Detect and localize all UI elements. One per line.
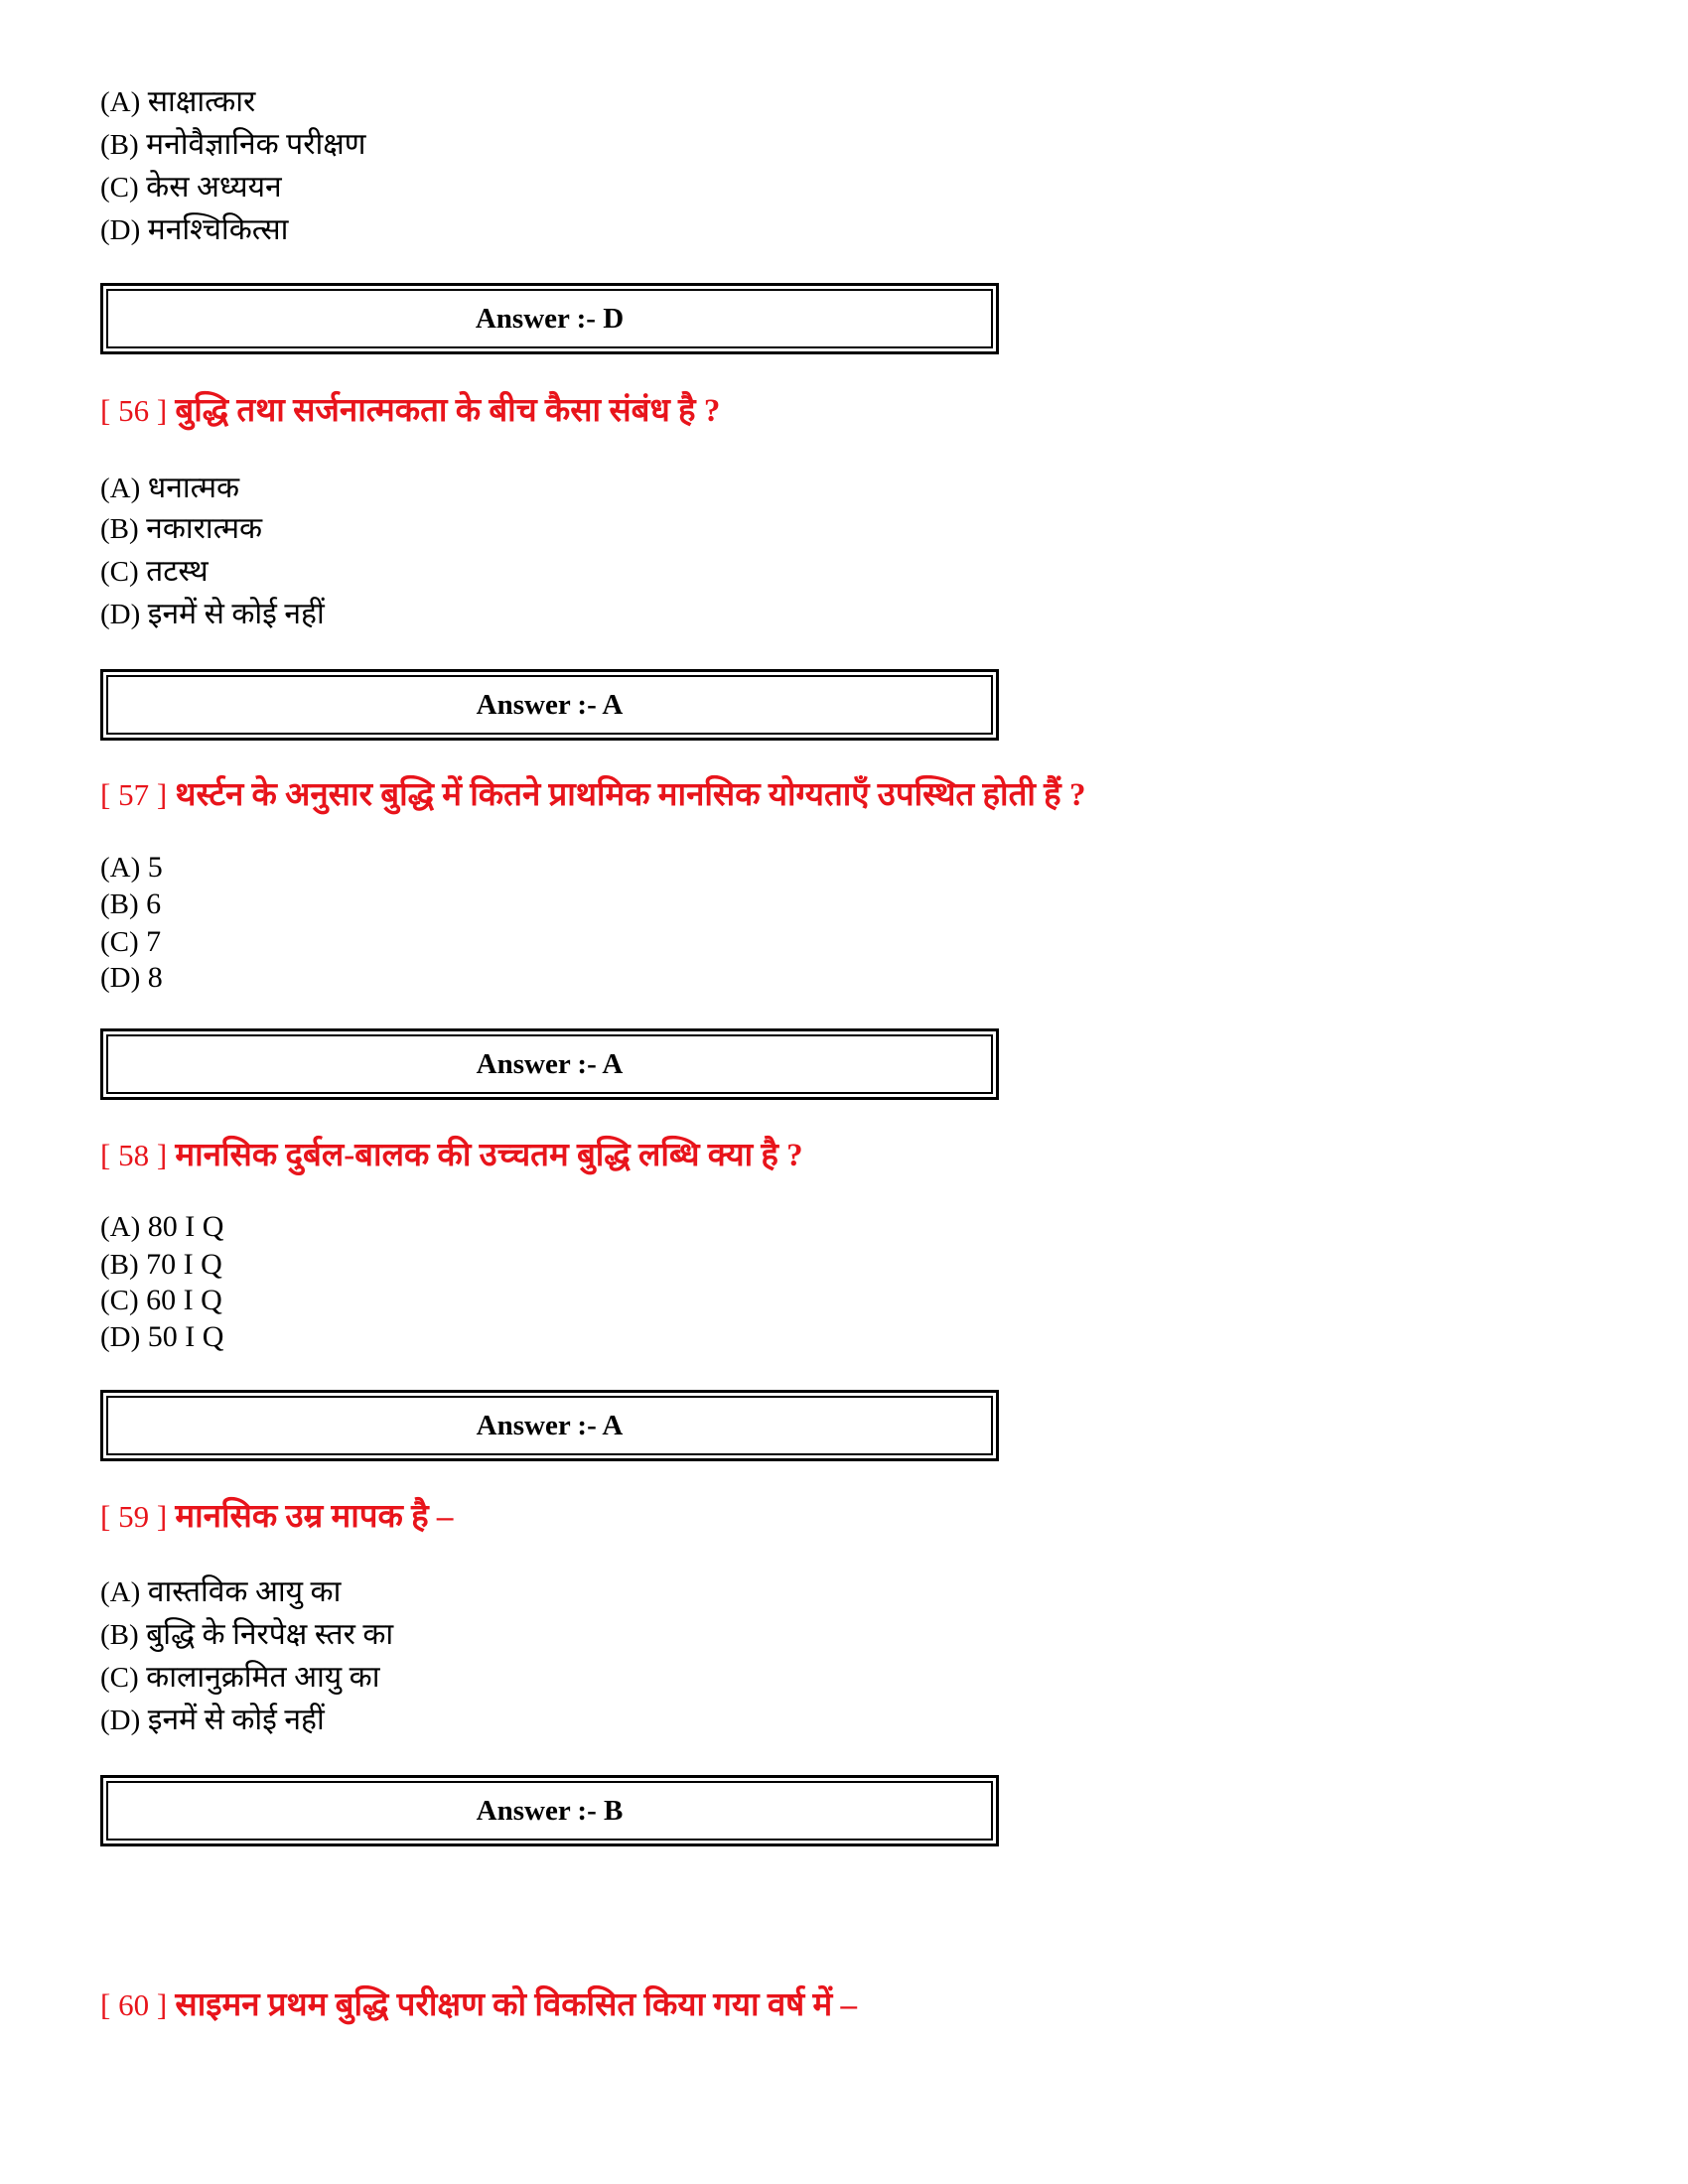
option-a: (A) 80 I Q: [100, 1210, 224, 1243]
option-c: (C) कालानुक्रमित आयु का: [100, 1661, 380, 1694]
option-a: (A) साक्षात्कार: [100, 85, 256, 118]
answer-box: Answer :- A: [100, 1390, 999, 1461]
option-b: (B) मनोवैज्ञानिक परीक्षण: [100, 128, 366, 161]
option-a: (A) धनात्मक: [100, 472, 240, 504]
option-c: (C) 60 I Q: [100, 1284, 222, 1316]
question-title: [ 59 ] मानसिक उम्र मापक है –: [100, 1499, 454, 1535]
question-title: [ 57 ] थर्स्टन के अनुसार बुद्धि में कितने प्राथमिक मानसिक योग्यताएँ उपस्थित होती हैं ?: [100, 777, 1086, 813]
option-c: (C) 7: [100, 925, 162, 958]
option-b: (B) 6: [100, 887, 162, 920]
question-title: [ 58 ] मानसिक दुर्बल-बालक की उच्चतम बुद्धि लब्धि क्या है ?: [100, 1138, 803, 1173]
option-b: (B) 70 I Q: [100, 1248, 222, 1281]
question-title: [ 60 ] साइमन प्रथम बुद्धि परीक्षण को विकसित किया गया वर्ष में –: [100, 1987, 857, 2023]
option-d: (D) इनमें से कोई नहीं: [100, 598, 325, 630]
option-d: (D) मनश्चिकित्सा: [100, 213, 289, 246]
question-title: [ 56 ] बुद्धि तथा सर्जनात्मकता के बीच कैसा संबंध है ?: [100, 393, 721, 429]
answer-box: Answer :- A: [100, 669, 999, 741]
option-d: (D) इनमें से कोई नहीं: [100, 1704, 325, 1736]
option-b: (B) बुद्धि के निरपेक्ष स्तर का: [100, 1618, 394, 1651]
option-c: (C) तटस्थ: [100, 555, 209, 588]
answer-box: Answer :- B: [100, 1775, 999, 1846]
answer-box: Answer :- D: [100, 283, 999, 354]
option-b: (B) नकारात्मक: [100, 512, 263, 545]
option-d: (D) 50 I Q: [100, 1320, 224, 1353]
answer-box: Answer :- A: [100, 1028, 999, 1100]
option-c: (C) केस अध्ययन: [100, 171, 282, 204]
option-a: (A) वास्तविक आयु का: [100, 1575, 342, 1608]
option-a: (A) 5: [100, 851, 163, 884]
option-d: (D) 8: [100, 961, 163, 994]
